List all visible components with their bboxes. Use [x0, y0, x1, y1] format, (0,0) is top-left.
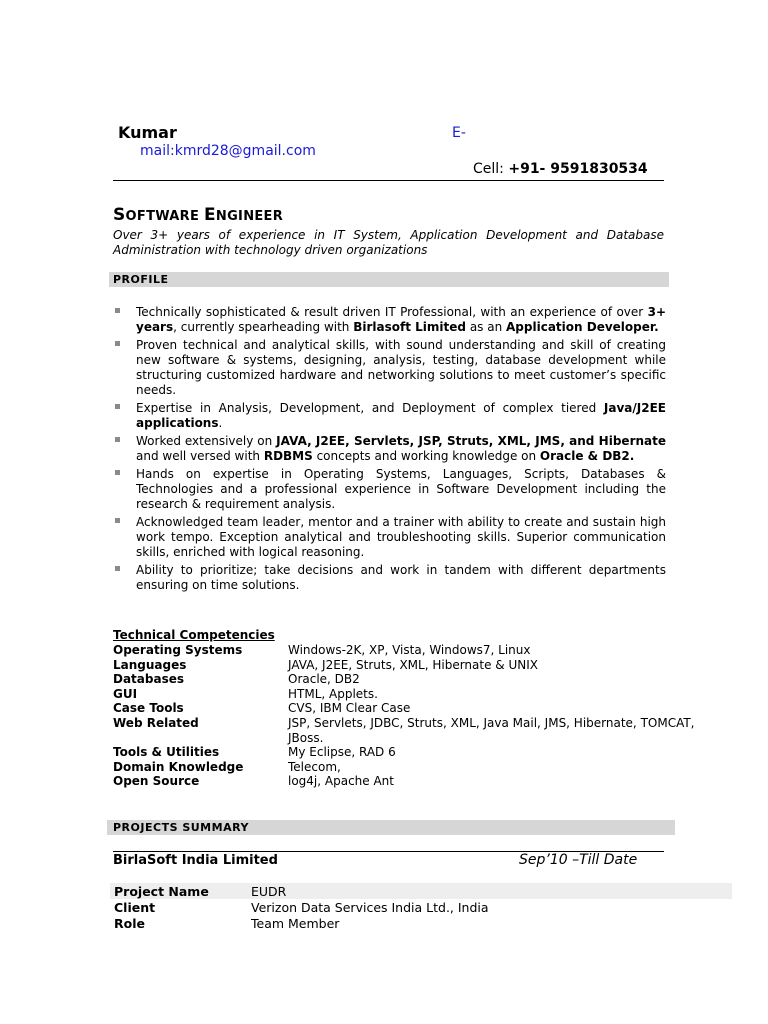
profile-bullet: Hands on expertise in Operating Systems, Languages, Scripts, Databases & Technologies and a professional experience in Software Development including the research & requirement analysis. [113, 467, 666, 512]
bullet-icon [115, 404, 120, 409]
tech-row: Tools & Utilities My Eclipse, RAD 6 [113, 745, 396, 760]
projects-heading: PROJECTS SUMMARY [107, 820, 675, 835]
title-rest-1: OFTWARE [125, 209, 200, 224]
tech-competencies-heading: Technical Competencies [113, 628, 275, 642]
email-link[interactable]: mail:kmrd28@gmail.com [140, 143, 316, 159]
title-rest-2: NGINEER [215, 209, 284, 224]
company-name: BirlaSoft India Limited [113, 853, 278, 868]
header-divider [113, 180, 664, 181]
bullet-icon [115, 341, 120, 346]
tech-row: Case Tools CVS, IBM Clear Case [113, 701, 411, 716]
tech-row: Open Source log4j, Apache Ant [113, 774, 394, 789]
cell-label: Cell: [473, 161, 504, 177]
tech-row: Domain Knowledge Telecom, [113, 759, 341, 774]
employment-date: Sep’10 –Till Date [519, 852, 638, 868]
cell-phone [473, 161, 648, 177]
profile-list [113, 305, 666, 596]
bullet-icon [115, 437, 120, 442]
profile-bullet: Acknowledged team leader, mentor and a trainer with ability to create and sustain high work tempo. Exception analytical and troubleshooting skills. Superior communication skills, enriched with logical reasoning. [113, 515, 666, 560]
bullet-icon [115, 518, 120, 523]
profile-bullet: Technically sophisticated & result driven IT Professional, with an experience of over 3+ years, currently spearheading with Birlasoft Limited as an Application Developer. [113, 305, 666, 335]
job-title [113, 205, 283, 225]
profile-bullet: Worked extensively on JAVA, J2EE, Servlets, JSP, Struts, XML, JMS, and Hibernate and well versed with RDBMS concepts and working knowledge on Oracle & DB2. [113, 434, 666, 464]
candidate-name: Kumar [118, 123, 177, 142]
tech-row: Web Related JSP, Servlets, JDBC, Struts, XML, Java Mail, JMS, Hibernate, TOMCAT, JBoss. [113, 715, 695, 745]
summary-text: Over 3+ years of experience in IT System, Application Development and Database Administration with technology driven organizations [113, 228, 664, 257]
project-row: Client Verizon Data Services India Ltd., India [114, 899, 489, 915]
project-row: Role Team Member [114, 915, 340, 931]
project-row: Project Name EUDR [110, 883, 732, 899]
tech-row: Operating Systems Windows-2K, XP, Vista, Windows7, Linux [113, 643, 531, 657]
bullet-icon [115, 470, 120, 475]
bullet-icon [115, 566, 120, 571]
cell-number: +91- 9591830534 [508, 161, 648, 177]
title-initial-2: E [203, 205, 216, 225]
bullet-icon [115, 308, 120, 313]
email-prefix: E- [452, 125, 466, 141]
tech-row: GUI HTML, Applets. [113, 686, 378, 701]
tech-competencies-table [113, 643, 733, 789]
profile-heading: PROFILE [109, 272, 669, 287]
profile-bullet: Expertise in Analysis, Development, and Deployment of complex tiered Java/J2EE applications. [113, 401, 666, 431]
project-details-table [110, 883, 732, 931]
tech-row: Databases Oracle, DB2 [113, 672, 360, 687]
tech-row: Languages JAVA, J2EE, Struts, XML, Hibernate & UNIX [113, 657, 538, 672]
profile-bullet: Proven technical and analytical skills, with sound understanding and skill of creating new software & systems, designing, analysis, testing, database development while structuring customized hardware and networking solutions to meet customer’s specific needs. [113, 338, 666, 398]
profile-bullet: Ability to prioritize; take decisions and work in tandem with different departments ensuring on time solutions. [113, 563, 666, 593]
title-initial-1: S [113, 205, 126, 225]
